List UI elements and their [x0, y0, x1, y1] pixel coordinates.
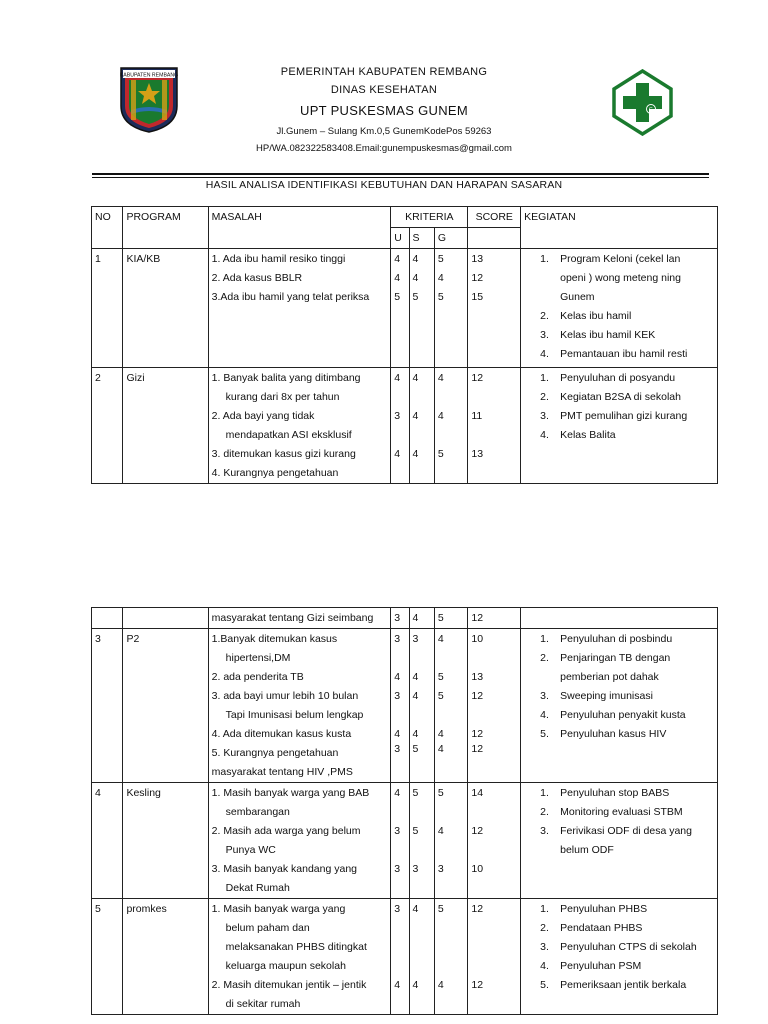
col-header-kriteria: KRITERIA: [391, 207, 468, 228]
col-header-u: U: [391, 228, 409, 249]
header-line-1: PEMERINTAH KABUPATEN REMBANG: [280, 66, 488, 78]
kegiatan-list: 1. Penyuluhan di posbindu 2. Penjaringan TB dengan pemberian pot dahak 3. Sweeping imunisasi 4. Penyuluhan penyakit kusta 5. Penyuluhan kasus HIV: [521, 629, 718, 783]
table-row: masyarakat tentang Gizi seimbang 3 4 5 12: [92, 608, 718, 629]
masalah-line: 3.Ada ibu hamil yang telat periksa: [211, 291, 370, 303]
header-line-2: DINAS KESEHATAN: [330, 84, 438, 96]
table-row: 2 Gizi 1. Banyak balita yang ditimbang kurang dari 8x per tahun 2. Ada bayi yang tidak mendapatkan ASI eksklusif 3. ditemukan kasus gizi kurang 4. Kurangnya pengetahuan 4 3 4 4 4 4 4 4 5 12 11 13 1. Penyuluhan di posyandu 2. Kegiatan B2SA di sekolah 3. PMT pemulihan gizi kurang 4. Kelas Balita: [92, 368, 718, 484]
col-header-g: G: [434, 228, 468, 249]
kegiatan-list: 1. Penyuluhan stop BABS 2. Monitoring evaluasi STBM 3. Ferivikasi ODF di desa yang belum ODF: [521, 783, 718, 899]
header-rule-thick: [92, 173, 709, 175]
col-header-masalah: MASALAH: [208, 207, 391, 249]
document-title: HASIL ANALISA IDENTIFIKASI KEBUTUHAN DAN HARAPAN SASARAN: [205, 179, 563, 191]
masalah-line: 1. Ada ibu hamil resiko tinggi: [211, 253, 346, 265]
kegiatan-list: 1. Program Keloni (cekel lan openi ) wong meteng ning Gunem 2. Kelas ibu hamil 3. Kelas ibu hamil KEK 4. Pemantauan ibu hamil resti: [521, 249, 718, 368]
header-rule-thin: [92, 177, 709, 178]
table-row: 3 P2 1.Banyak ditemukan kasus hipertensi,DM 2. ada penderita TB 3. ada bayi umur lebih 10 bulan Tapi Imunisasi belum lengkap 4. Ada ditemukan kasus kusta 5. Kurangnya pengetahuan masyarakat tentang HIV ,PMS 3 4 3 4 3 3 4 4 4 5 4 5 5 4 4 10 13 12 12 12 1. Penyuluhan di posbindu 2. Penjaringan TB dengan pemberian pot dahak 3. Sweeping imunisasi 4. Penyuluhan penyakit kusta 5. Penyuluhan kasus HIV: [92, 629, 718, 783]
header-line-3: UPT PUSKESMAS GUNEM: [300, 103, 468, 118]
analysis-table-page-2: [91, 607, 718, 1015]
kegiatan-list: 1. Penyuluhan di posyandu 2. Kegiatan B2SA di sekolah 3. PMT pemulihan gizi kurang 4. Kelas Balita: [521, 368, 718, 484]
table-row: 4 Kesling 1. Masih banyak warga yang BAB sembarangan 2. Masih ada warga yang belum Punya WC 3. Masih banyak kandang yang Dekat Rumah 4 3 3 5 5 3 5 4 3 14 12 10 1. Penyuluhan stop BABS 2. Monitoring evaluasi STBM 3. Ferivikasi ODF di desa yang belum ODF: [92, 783, 718, 899]
left-logo-text: KABUPATEN REMBANG: [119, 72, 179, 79]
header-contact: HP/WA.082322583408.Email:gunempuskesmas@gmail.com: [256, 143, 512, 154]
col-header-no: NO: [92, 207, 123, 249]
col-header-kegiatan: KEGIATAN: [521, 207, 718, 249]
masalah-line: 2. Ada kasus BBLR: [211, 272, 303, 284]
col-header-score: SCORE: [468, 207, 521, 228]
header-address: Jl.Gunem – Sulang Km.0,5 GunemKodePos 59263: [276, 126, 492, 137]
col-header-s: S: [409, 228, 434, 249]
analysis-table-page-1: [91, 206, 718, 484]
col-header-program: PROGRAM: [123, 207, 208, 249]
right-logo-text: G: [649, 107, 653, 113]
table-row: 1 KIA/KB 1. Ada ibu hamil resiko tinggi 2. Ada kasus BBLR 3.Ada ibu hamil yang telat periksa 4 4 5 4 4 5 5 4 5 13 12 15 1. Program Keloni (cekel lan openi ) wong meteng ning Gunem 2. Kelas ibu hamil 3. Kelas ibu hamil KEK 4. Pemantauan ibu hamil resti: [92, 249, 718, 368]
table-row: 5 promkes 1. Masih banyak warga yang belum paham dan melaksanakan PHBS ditingkat keluarga maupun sekolah 2. Masih ditemukan jentik – jentik di sekitar rumah 3 4 4 4 5 4 12 12 1. Penyuluhan PHBS 2. Pendataan PHBS 3. Penyuluhan CTPS di sekolah 4. Penyuluhan PSM 5. Pemeriksaan jentik berkala: [92, 899, 718, 1015]
kegiatan-list: 1. Penyuluhan PHBS 2. Pendataan PHBS 3. Penyuluhan CTPS di sekolah 4. Penyuluhan PSM 5. Pemeriksaan jentik berkala: [521, 899, 718, 1015]
